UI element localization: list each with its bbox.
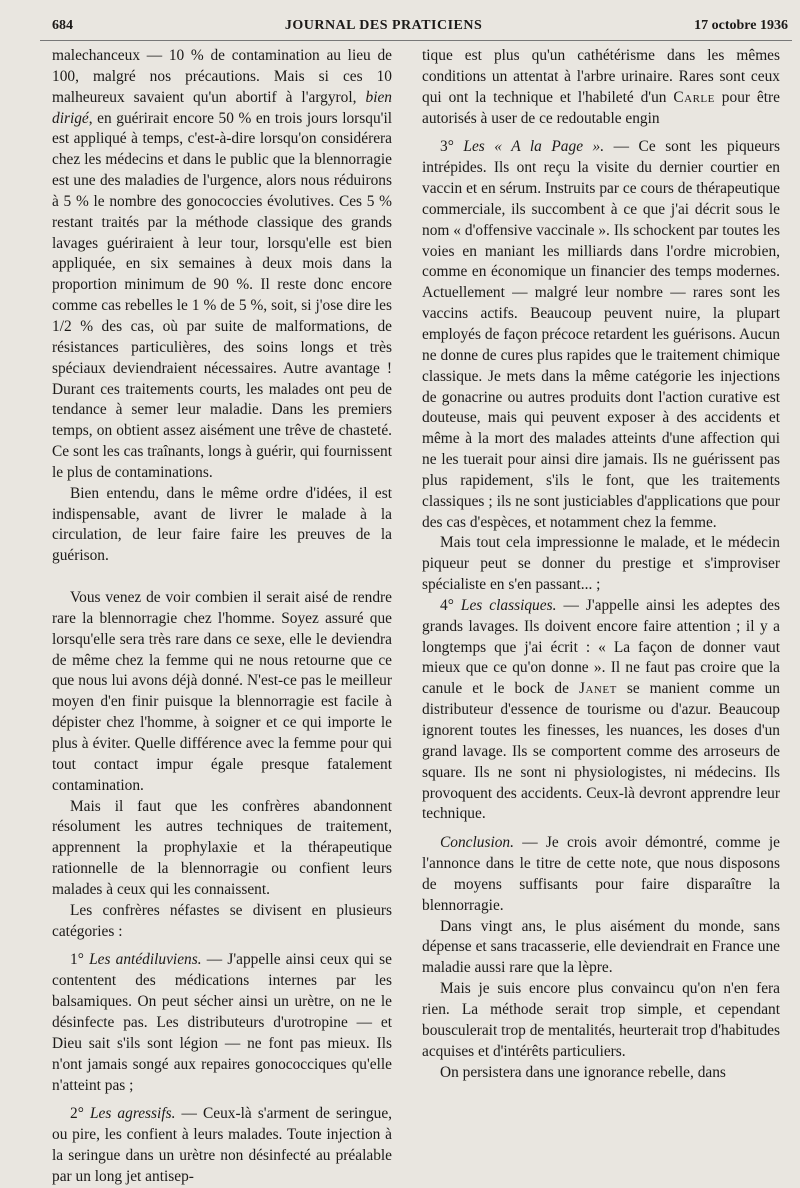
left-paragraph-5: Les confrères néfastes se divisent en plusieurs catégories : — [52, 901, 392, 940]
item-number: 4° — [440, 596, 461, 614]
text-run: pour être autorisés à user de ce redoutable engin — [422, 88, 780, 127]
running-header — [52, 18, 788, 40]
text-run: — Ceux-là s'arment de seringue, ou pire, les confient à leurs malades. Toute injection à la seringue dans un urètre non désinfecté au préalable par un long jet antisep- — [52, 1105, 392, 1185]
text-run: — Ce sont les piqueurs intrépides. Ils ont reçu la visite du dernier courtier en vaccin et en sérum. Instruits par ce cours de thérapeutique commerciale, ils succombent à ce que j'ai décrit sous le nom « d'offensive vaccinale ». Ils schockent par toutes les voies en maniant les milliards dans l'ordre microbien, comme en économique un financier des temps modernes. Actuellement — malgré leur nombre — rares sont les vaccins actifs. Beaucoup peuvent nuire, la plupart employés de façon précoce retardent les guérisons. Aucun ne donne de cures plus rapides que le traitement chimique classique. Je mets dans la même catégorie les injections de gonacrine ou autres produits dont l'action curative est douteuse, mais qui peuvent exposer à des accidents et même à la mort des malades atteints d'une affection qui ne les tuerait pour ainsi dire jamais. Ils ne guérissent pas plus rapidement, s'ils le font, que les traitements classiques ; ils ne sont justiciables d'applications que pour des cas d'espèces, et notamment chez la femme. — [422, 138, 781, 531]
right-item-4 — [422, 596, 780, 825]
item-number: 3° — [440, 138, 464, 156]
text-run: tique est plus qu'un cathétérisme dans les mêmes conditions un attentat à l'arbre urinaire. Rares sont ceux qui ont la technique et l'habileté d'un — [422, 47, 780, 106]
right-paragraph-6: Dans vingt ans, le plus aisément du monde, sans dépense et sans tracasserie, elle deviendrait en France une maladie aussi rare que la lèpre. — [422, 917, 780, 977]
text-run: — Je crois avoir démontré, comme je l'annonce dans le titre de cette note, que nous disposons de moyens suffisants pour faire disparaître la blennorragie. — [422, 834, 780, 914]
text-run: , en guérirait encore 50 % en trois jours lorsqu'il est appliqué à temps, c'est-à-dire lorsqu'on considérera chez les médecins et dans le public que la blennorragie est une des maladies de l'urgence, alors nous réduirons à 5 % le nombre des gonococcies évolutives. Ces 5 % restant traités par la méthode classique des grands lavages guériraient à leur tour, lorsqu'elle est bien appliquée, en six semaines à deux mois dans la proportion minimum de 90 %. Il reste donc encore comme cas rebelles le 1 % de 5 %, soit, si j'ose dire les 1/2 % des cas, où par suite de malformations, de résistances particulières, des soins longs et très spéciaux deviendraient nécessaires. Autre avantage ! Durant ces traitements courts, les malades ont peu de tendance à semer leur maladie. Dans les premiers temps, on obtient assez aisément une trêve de chasteté. Ce sont les cas traînants, longs à guérir, qui fournissent le plus de contaminations. — [52, 109, 392, 481]
right-conclusion — [422, 833, 780, 916]
page-number: 684 — [52, 18, 73, 33]
item-heading: Les « A la Page ». — [463, 138, 605, 156]
item-heading: Les agressifs. — [89, 1105, 176, 1123]
left-paragraph-4: Mais il faut que les confrères abandonnent résolument les autres techniques de traitement, apprennent la prophylaxie et la thérapeutique rationnelle de la blennorragie ou confient leurs malades à ceux qui les connaissent. — [52, 797, 392, 898]
small-caps-name: Janet — [578, 680, 617, 698]
text-run: se manient comme un distributeur d'essence de tourisme ou d'azur. Beaucoup ignorent toutes les finesses, les nuances, les doses d'un grand lavage. Ils se comportent comme des arroseurs de square. Ils ne sont ni physiologistes, ni médecins. Ils provoquent des accidents. Ceux-là devront apprendre leur technique. — [422, 680, 780, 823]
header-rule — [40, 40, 792, 41]
text-run: malechanceux — 10 % de contamination au lieu de 100, malgré nos précautions. Mais si ces 10 malheureux savaient qu'un abortif à l'argyrol, — [52, 47, 392, 106]
item-number: 2° — [70, 1105, 90, 1123]
text-run: — J'appelle ainsi ceux qui se contentent des médications internes par les balsamiques. On peut sécher ainsi un urètre, on ne le désinfecte pas. Les distributeurs d'urotropine — et Dieu sait s'ils sont légion — ne font pas mieux. Ils n'ont jamais songé aux repaires gonococciques qu'elle n'atteint pas ; — [52, 951, 392, 1094]
italic-run: bien dirigé — [52, 88, 392, 127]
left-item-2 — [52, 1104, 392, 1187]
right-paragraph-7: Mais je suis encore plus convaincu qu'on n'en fera rien. La méthode serait trop simple, et cependant bousculerait trop de mentalités, heurterait trop d'habitudes acquises et d'intérêts particuliers. — [422, 980, 780, 1060]
right-column — [422, 46, 780, 1083]
left-column — [52, 46, 392, 1188]
text-run: — J'appelle ainsi les adeptes des grands lavages. Ils doivent encore faire attention ; il y a longtemps que j'ai écrit : « La façon de donner vaut mieux que ce qu'on donne ». Il ne faut pas croire que la canule et le bock de — [422, 596, 780, 698]
left-paragraph-1 — [52, 46, 392, 484]
journal-title: JOURNAL DES PRATICIENS — [284, 18, 483, 33]
small-caps-name: Carle — [673, 88, 715, 106]
right-paragraph-1 — [422, 46, 780, 129]
conclusion-heading: Conclusion. — [440, 834, 514, 852]
item-heading: Les antédiluviens. — [89, 951, 202, 969]
right-paragraph-8: On persistera dans une ignorance rebelle, dans — [440, 1063, 726, 1081]
left-item-1 — [52, 950, 392, 1096]
item-number: 1° — [70, 951, 90, 969]
left-paragraph-2: Bien entendu, dans le même ordre d'idées, il est indispensable, avant de livrer le malade à la circulation, de leur faire faire les preuves de la guérison. — [52, 484, 392, 565]
issue-date: 17 octobre 1936 — [694, 18, 788, 33]
right-item-3 — [422, 137, 780, 533]
item-heading: Les classiques. — [460, 596, 557, 614]
right-paragraph-3: Mais tout cela impressionne le malade, et le médecin piqueur peut se donner du prestige et s'improviser spécialiste en s'en passant... ; — [422, 534, 780, 594]
left-paragraph-3: Vous venez de voir combien il serait aisé de rendre rare la blennorragie chez l'homme. Soyez assuré que lorsqu'elle sera très rare dans ce sexe, elle le deviendra de même chez la femme qui ne nous retourne que ce que nous lui avons déjà donné. N'est-ce pas le meilleur moyen d'en finir puisque la blennorragie est facile à dépister chez l'homme, à soigner et ce qui importe le plus à éviter. Quelle différence avec la femme pour qui tout contact impur égale presque fatalement contamination. — [52, 589, 392, 794]
